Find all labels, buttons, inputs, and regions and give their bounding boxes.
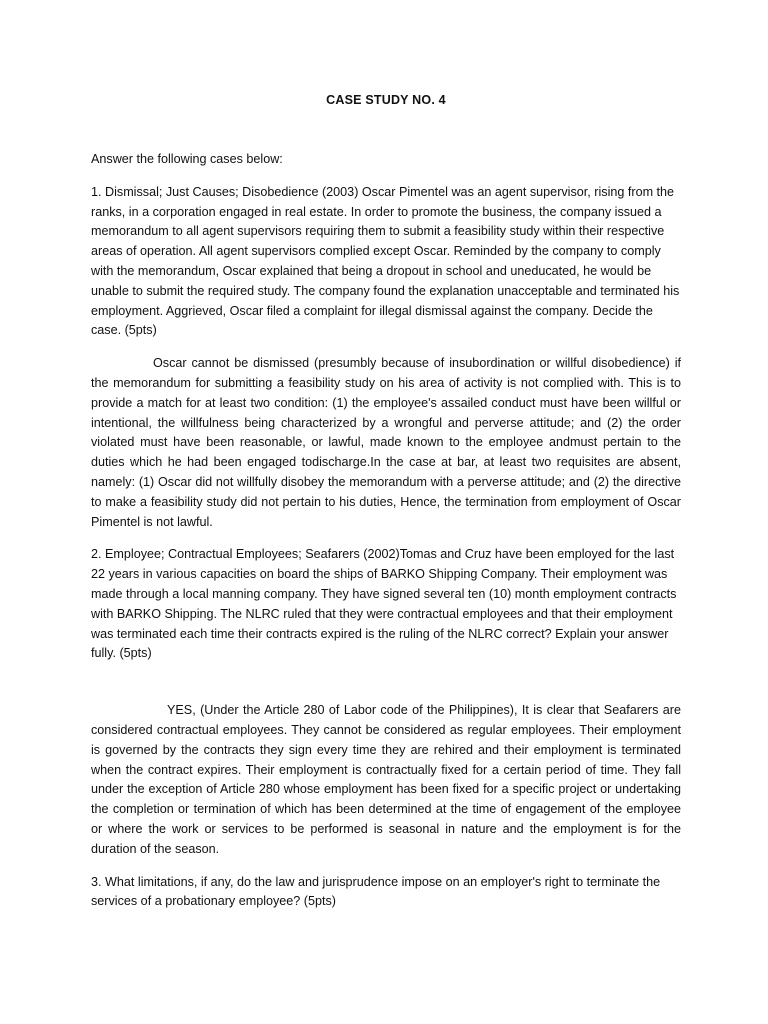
question-2: 2. Employee; Contractual Employees; Seafarers (2002)Tomas and Cruz have been employed for the last 22 years in various capacities on board the ships of BARKO Shipping Company. Their employment was made through a local manning company. They have signed several ten (10) month employment contracts with BARKO Shipping. The NLRC ruled that they were contractual employees and that their employment was terminated each time their contracts expired is the ruling of the NLRC correct? Explain your answer fully. (5pts) bbox=[91, 547, 677, 661]
answer-2: YES, (Under the Article 280 of Labor code of the Philippines), It is clear that Seafarers are considered contractual employees. They cannot be considered as regular employees. Their employment is governed by the contracts they sign every time they are rehired and their employment is terminated when the contract expires. Their employment is contractually fixed for a certain period of time. They fall under the exception of Article 280 whose employment has been fixed for a specific project or undertaking the completion or termination of which has been determined at the time of engagement of the employee or where the work or services to be performed is seasonal in nature and the employment is for the duration of the season. bbox=[91, 703, 681, 856]
answer-1: Oscar cannot be dismissed (presumbly because of insubordination or willful disobedience) if the memorandum for submitting a feasibility study on his area of activity is not complied with. This is to provide a match for at least two condition: (1) the employee's assailed conduct must have been willful or intentional, the willfulness being characterized by a wrongful and perverse attitude; and (2) the order violated must have been reasonable, or lawful, made known to the employee andmust pertain to the duties which he had been engaged todischarge.In the case at bar, at least two requisites are absent, namely: (1) Oscar did not willfully disobey the memorandum with a perverse attitude; and (2) the directive to make a feasibility study did not pertain to his duties, Hence, the termination from employment of Oscar Pimentel is not lawful. bbox=[91, 356, 681, 529]
document-title: CASE STUDY NO. 4 bbox=[326, 93, 446, 107]
paragraph-spacer bbox=[91, 677, 681, 701]
question-1: 1. Dismissal; Just Causes; Disobedience (2003) Oscar Pimentel was an agent supervisor, rising from the ranks, in a corporation engaged in real estate. In order to promote the business, the company issued a memorandum to all agent supervisors requiring them to submit a feasibility study within their respective areas of operation. All agent supervisors complied except Oscar. Reminded by the company to comply with the memorandum, Oscar explained that being a dropout in school and uneducated, he would be unable to submit the required study. The company found the explanation unacceptable and terminated his employment. Aggrieved, Oscar filed a complaint for illegal dismissal against the company. Decide the case. (5pts) bbox=[91, 184, 680, 338]
instructions-text: Answer the following cases below: bbox=[91, 152, 283, 166]
question-3: 3. What limitations, if any, do the law and jurisprudence impose on an employer's right to terminate the services of a probationary employee? (5pts) bbox=[91, 874, 661, 909]
